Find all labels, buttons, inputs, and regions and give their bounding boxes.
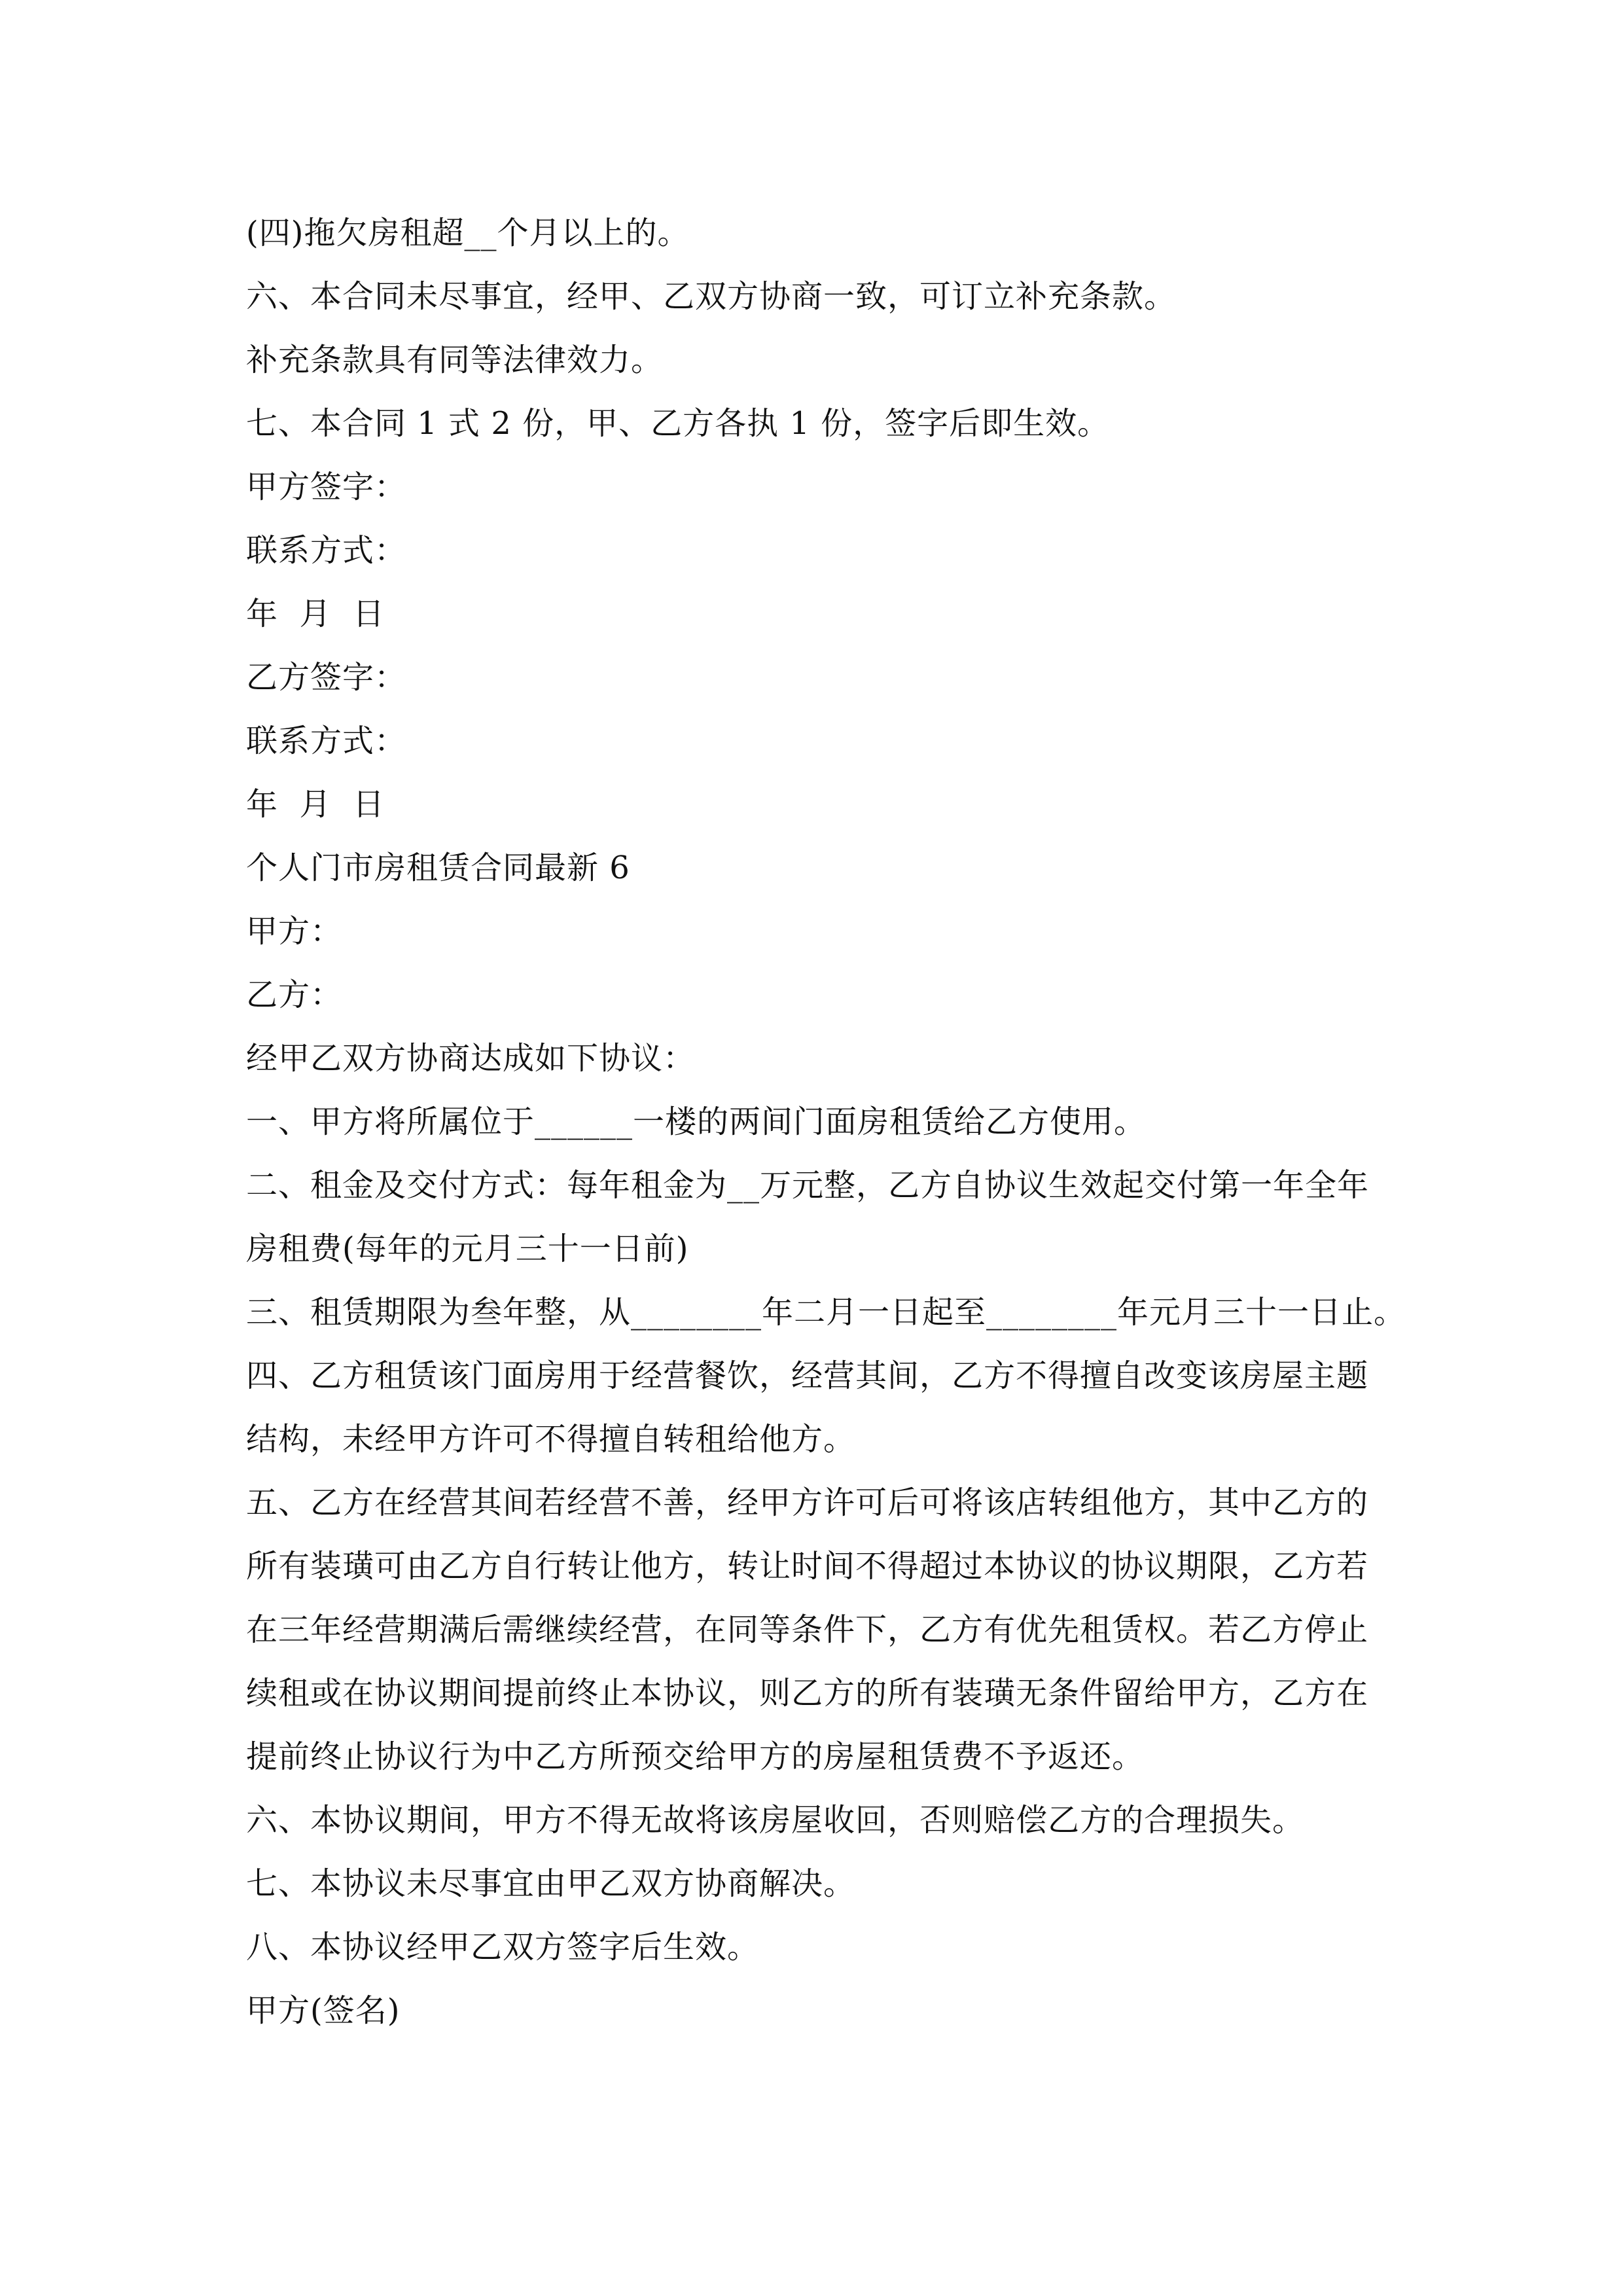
clause-6: 六、本合同未尽事宜，经甲、乙双方协商一致，可订立补充条款。 <box>246 278 1177 315</box>
party-a-signature: 甲方签字： <box>246 469 407 505</box>
clause-7: 七、本合同 1 式 2 份，甲、乙方各执 1 份，签字后即生效。 <box>246 405 1110 442</box>
agreement-item-5-line-3: 在三年经营期满后需继续经营，在同等条件下，乙方有优先租赁权。若乙方停止 <box>246 1611 1369 1648</box>
clause-4-4: (四)拖欠房租超__个月以上的。 <box>246 215 690 251</box>
agreement-item-4: 四、乙方租赁该门面房用于经营餐饮，经营其间，乙方不得擅自改变该房屋主题 <box>246 1357 1369 1394</box>
agreement-intro: 经甲乙双方协商达成如下协议： <box>246 1040 696 1077</box>
party-b-contact: 联系方式： <box>246 723 407 759</box>
agreement-item-5-line-2: 所有装璜可由乙方自行转让他方，转让时间不得超过本协议的协议期限，乙方若 <box>246 1548 1369 1585</box>
agreement-item-4-continued: 结构，未经甲方许可不得擅自转租给他方。 <box>246 1421 856 1458</box>
party-a-date: 年 月 日 <box>246 596 385 632</box>
agreement-item-7: 七、本协议未尽事宜由甲乙双方协商解决。 <box>246 1865 856 1902</box>
agreement-item-8: 八、本协议经甲乙双方签字后生效。 <box>246 1929 760 1965</box>
party-b-date: 年 月 日 <box>246 786 385 823</box>
agreement-item-2: 二、租金及交付方式：每年租金为__万元整，乙方自协议生效起交付第一年全年 <box>246 1167 1370 1204</box>
clause-6-continued: 补充条款具有同等法律效力。 <box>246 342 664 378</box>
party-a-label: 甲方： <box>246 913 343 950</box>
agreement-item-6: 六、本协议期间，甲方不得无故将该房屋收回，否则赔偿乙方的合理损失。 <box>246 1802 1305 1839</box>
agreement-item-2-continued: 房租费(每年的元月三十一日前) <box>246 1230 689 1267</box>
party-a-sign-label: 甲方(签名) <box>246 1992 401 2029</box>
agreement-item-1: 一、甲方将所属位于______一楼的两间门面房租赁给乙方使用。 <box>246 1103 1147 1140</box>
contract-title: 个人门市房租赁合同最新 6 <box>246 850 630 886</box>
agreement-item-3: 三、租赁期限为叁年整，从________年二月一日起至________年元月三十一日止。 <box>246 1294 1406 1331</box>
document-body <box>246 202 1406 2043</box>
agreement-item-5-line-5: 提前终止协议行为中乙方所预交给甲方的房屋租赁费不予返还。 <box>246 1738 1145 1775</box>
agreement-item-5: 五、乙方在经营其间若经营不善，经甲方许可后可将该店转组他方，其中乙方的 <box>246 1484 1369 1521</box>
party-b-label: 乙方： <box>246 977 343 1013</box>
party-b-signature: 乙方签字： <box>246 659 407 696</box>
party-a-contact: 联系方式： <box>246 532 407 569</box>
agreement-item-5-line-4: 续租或在协议期间提前终止本协议，则乙方的所有装璜无条件留给甲方，乙方在 <box>246 1675 1369 1712</box>
